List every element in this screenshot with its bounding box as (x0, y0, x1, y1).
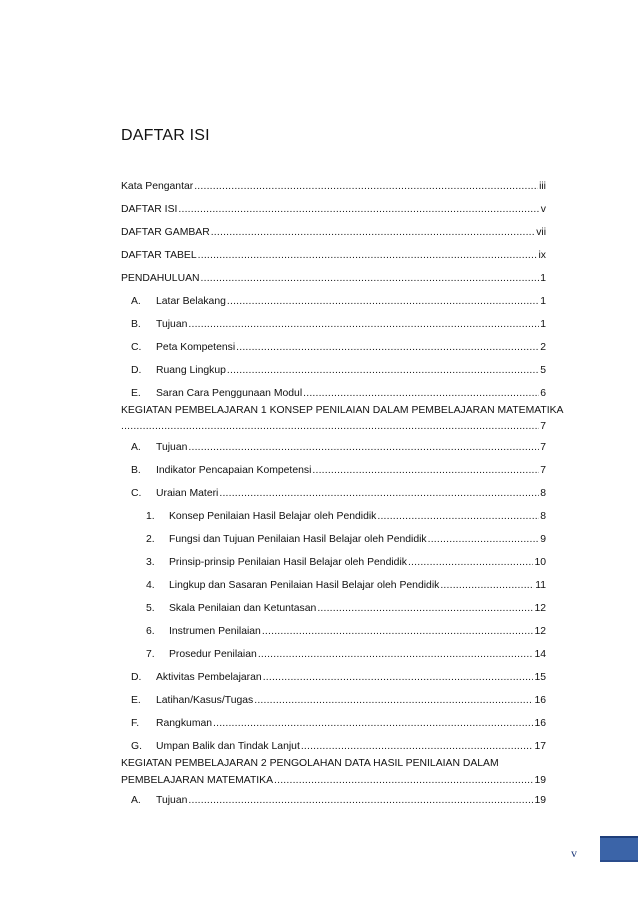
toc-entry-indikator[interactable] (121, 464, 546, 477)
toc-entry-number: C. (131, 342, 142, 353)
toc-entry-prinsip-prinsip[interactable] (121, 556, 546, 569)
toc-entry-prosedur-penilaian[interactable] (121, 648, 546, 661)
dot-leader (408, 556, 533, 569)
toc-entry-page: 9 (540, 534, 546, 545)
toc-entry-kata-pengantar[interactable] (121, 180, 546, 193)
toc-entry-peta-kompetensi[interactable] (121, 341, 546, 354)
toc-entry-number: 1. (146, 511, 155, 522)
toc-entry-kegiatan-2[interactable] (121, 774, 546, 787)
dot-leader (317, 602, 533, 615)
toc-entry-daftar-tabel[interactable] (121, 249, 546, 262)
toc-entry-label: Kata Pengantar (121, 181, 194, 192)
toc-entry-page: 10 (534, 557, 546, 568)
dot-leader (227, 364, 539, 377)
toc-entry-label: Saran Cara Penggunaan Modul (156, 388, 303, 399)
dot-leader (236, 341, 539, 354)
toc-entry-number: G. (131, 741, 142, 752)
toc-entry-fungsi-tujuan[interactable] (121, 533, 546, 546)
toc-entry-number: 2. (146, 534, 155, 545)
toc-entry-instrumen-penilaian[interactable] (121, 625, 546, 638)
toc-entry-latihan-kasus-tugas[interactable] (121, 694, 546, 707)
toc-entry-page: 1 (540, 319, 546, 330)
toc-entry-page: 7 (540, 442, 546, 453)
toc-entry-page: 19 (534, 775, 546, 786)
dot-leader (440, 579, 534, 592)
toc-entry-skala-penilaian[interactable] (121, 602, 546, 615)
dot-leader (254, 694, 533, 707)
toc-entry-label: Tujuan (156, 319, 188, 330)
toc-entry-saran-cara-penggunaan-modul[interactable] (121, 387, 546, 400)
toc-entry-ruang-lingkup[interactable] (121, 364, 546, 377)
toc-entry-number: B. (131, 319, 141, 330)
dot-leader (227, 295, 539, 308)
toc-entry-page: 2 (540, 342, 546, 353)
toc-entry-number: C. (131, 488, 142, 499)
toc-entry-page: v (540, 204, 546, 215)
dot-leader (194, 180, 538, 193)
toc-entry-kegiatan-1[interactable] (121, 420, 546, 433)
toc-entry-label: Lingkup dan Sasaran Penilaian Hasil Belajar oleh Pendidik (169, 580, 440, 591)
toc-entry-number: 5. (146, 603, 155, 614)
toc-entry-tujuan[interactable] (121, 318, 546, 331)
toc-entry-page: 5 (540, 365, 546, 376)
dot-leader (274, 774, 533, 787)
toc-entry-rangkuman[interactable] (121, 717, 546, 730)
toc-entry-konsep-penilaian[interactable] (121, 510, 546, 523)
toc-entry-number: F. (131, 718, 140, 729)
toc-entry-page: 19 (534, 795, 546, 806)
dot-leader (211, 226, 535, 239)
dot-leader (377, 510, 539, 523)
toc-entry-label: PEMBELAJARAN MATEMATIKA (121, 775, 274, 786)
toc-entry-label: Fungsi dan Tujuan Penilaian Hasil Belajar oleh Pendidik (169, 534, 427, 545)
toc-entry-number: 6. (146, 626, 155, 637)
toc-entry-page: 16 (534, 718, 546, 729)
dot-leader (213, 717, 533, 730)
toc-entry-number: B. (131, 465, 141, 476)
toc-entry-label: Latar Belakang (156, 296, 226, 307)
toc-entry-pendahuluan[interactable] (121, 272, 546, 285)
toc-entry-page: 14 (534, 649, 546, 660)
toc-entry-label: Peta Kompetensi (156, 342, 236, 353)
dot-leader (188, 441, 539, 454)
toc-entry-page: 12 (534, 603, 546, 614)
dot-leader (312, 464, 539, 477)
toc-entry-number: E. (131, 695, 141, 706)
toc-entry-label: Ruang Lingkup (156, 365, 226, 376)
toc-entry-page: iii (539, 181, 546, 192)
toc-entry-kegiatan-1-line1[interactable]: KEGIATAN PEMBELAJARAN 1 KONSEP PENILAIAN DALAM PEMBELAJARAN MATEMATIKA (121, 405, 564, 416)
dot-leader (219, 487, 539, 500)
toc-entry-label: Rangkuman (156, 718, 213, 729)
toc-entry-tujuan-kp2[interactable] (121, 794, 546, 807)
toc-entry-page: 6 (540, 388, 546, 399)
toc-entry-page: 8 (540, 511, 546, 522)
toc-entry-page: 16 (534, 695, 546, 706)
toc-entry-uraian-materi[interactable] (121, 487, 546, 500)
toc-entry-label: DAFTAR ISI (121, 204, 178, 215)
toc-entry-number: 4. (146, 580, 155, 591)
toc-entry-number: 3. (146, 557, 155, 568)
footer-accent-bar (600, 836, 638, 862)
dot-leader (188, 794, 533, 807)
dot-leader (263, 671, 534, 684)
dot-leader (262, 625, 534, 638)
page-title: DAFTAR ISI (121, 127, 210, 144)
dot-leader (428, 533, 540, 546)
toc-entry-page: 11 (535, 580, 546, 591)
toc-entry-number: A. (131, 296, 141, 307)
toc-entry-page: 1 (540, 273, 546, 284)
toc-entry-label: Tujuan (156, 442, 188, 453)
toc-entry-label: PENDAHULUAN (121, 273, 200, 284)
toc-entry-label: DAFTAR GAMBAR (121, 227, 210, 238)
toc-entry-label: Prosedur Penilaian (169, 649, 257, 660)
toc-entry-number: D. (131, 365, 142, 376)
dot-leader (178, 203, 539, 216)
toc-entry-number: 7. (146, 649, 155, 660)
toc-entry-page: 12 (534, 626, 546, 637)
dot-leader (121, 420, 539, 433)
toc-entry-label: Uraian Materi (156, 488, 219, 499)
toc-entry-latar-belakang[interactable] (121, 295, 546, 308)
toc-entry-page: 17 (534, 741, 546, 752)
page-number: v (571, 846, 577, 860)
dot-leader (198, 249, 538, 262)
toc-entry-page: 7 (540, 465, 546, 476)
toc-entry-label: Skala Penilaian dan Ketuntasan (169, 603, 317, 614)
toc-entry-page: vii (536, 227, 546, 238)
toc-entry-aktivitas-pembelajaran[interactable] (121, 671, 546, 684)
toc-entry-label: Prinsip-prinsip Penilaian Hasil Belajar oleh Pendidik (169, 557, 407, 568)
toc-entry-label: Indikator Pencapaian Kompetensi (156, 465, 312, 476)
toc-entry-page: 8 (540, 488, 546, 499)
toc-entry-tujuan-kp1[interactable] (121, 441, 546, 454)
toc-entry-label: Umpan Balik dan Tindak Lanjut (156, 741, 300, 752)
toc-entry-number: D. (131, 672, 142, 683)
toc-entry-label: Instrumen Penilaian (169, 626, 261, 637)
toc-entry-daftar-gambar[interactable] (121, 226, 546, 239)
dot-leader (301, 740, 534, 753)
dot-leader (188, 318, 539, 331)
toc-entry-number: E. (131, 388, 141, 399)
toc-entry-umpan-balik[interactable] (121, 740, 546, 753)
toc-entry-label: Aktivitas Pembelajaran (156, 672, 262, 683)
dot-leader (201, 272, 540, 285)
toc-entry-number: A. (131, 442, 141, 453)
toc-entry-kegiatan-2-line1[interactable]: KEGIATAN PEMBELAJARAN 2 PENGOLAHAN DATA HASIL PENILAIAN DALAM (121, 758, 499, 769)
toc-entry-page: 1 (540, 296, 546, 307)
toc-entry-page: 15 (534, 672, 546, 683)
dot-leader (303, 387, 539, 400)
toc-entry-lingkup-sasaran[interactable] (121, 579, 546, 592)
dot-leader (258, 648, 534, 661)
toc-entry-number: A. (131, 795, 141, 806)
toc-entry-label: Konsep Penilaian Hasil Belajar oleh Pendidik (169, 511, 377, 522)
toc-entry-daftar-isi[interactable] (121, 203, 546, 216)
toc-entry-label: DAFTAR TABEL (121, 250, 197, 261)
toc-entry-page: ix (538, 250, 546, 261)
toc-entry-label: Latihan/Kasus/Tugas (156, 695, 254, 706)
toc-entry-label: Tujuan (156, 795, 188, 806)
toc-entry-page: 7 (540, 421, 546, 432)
